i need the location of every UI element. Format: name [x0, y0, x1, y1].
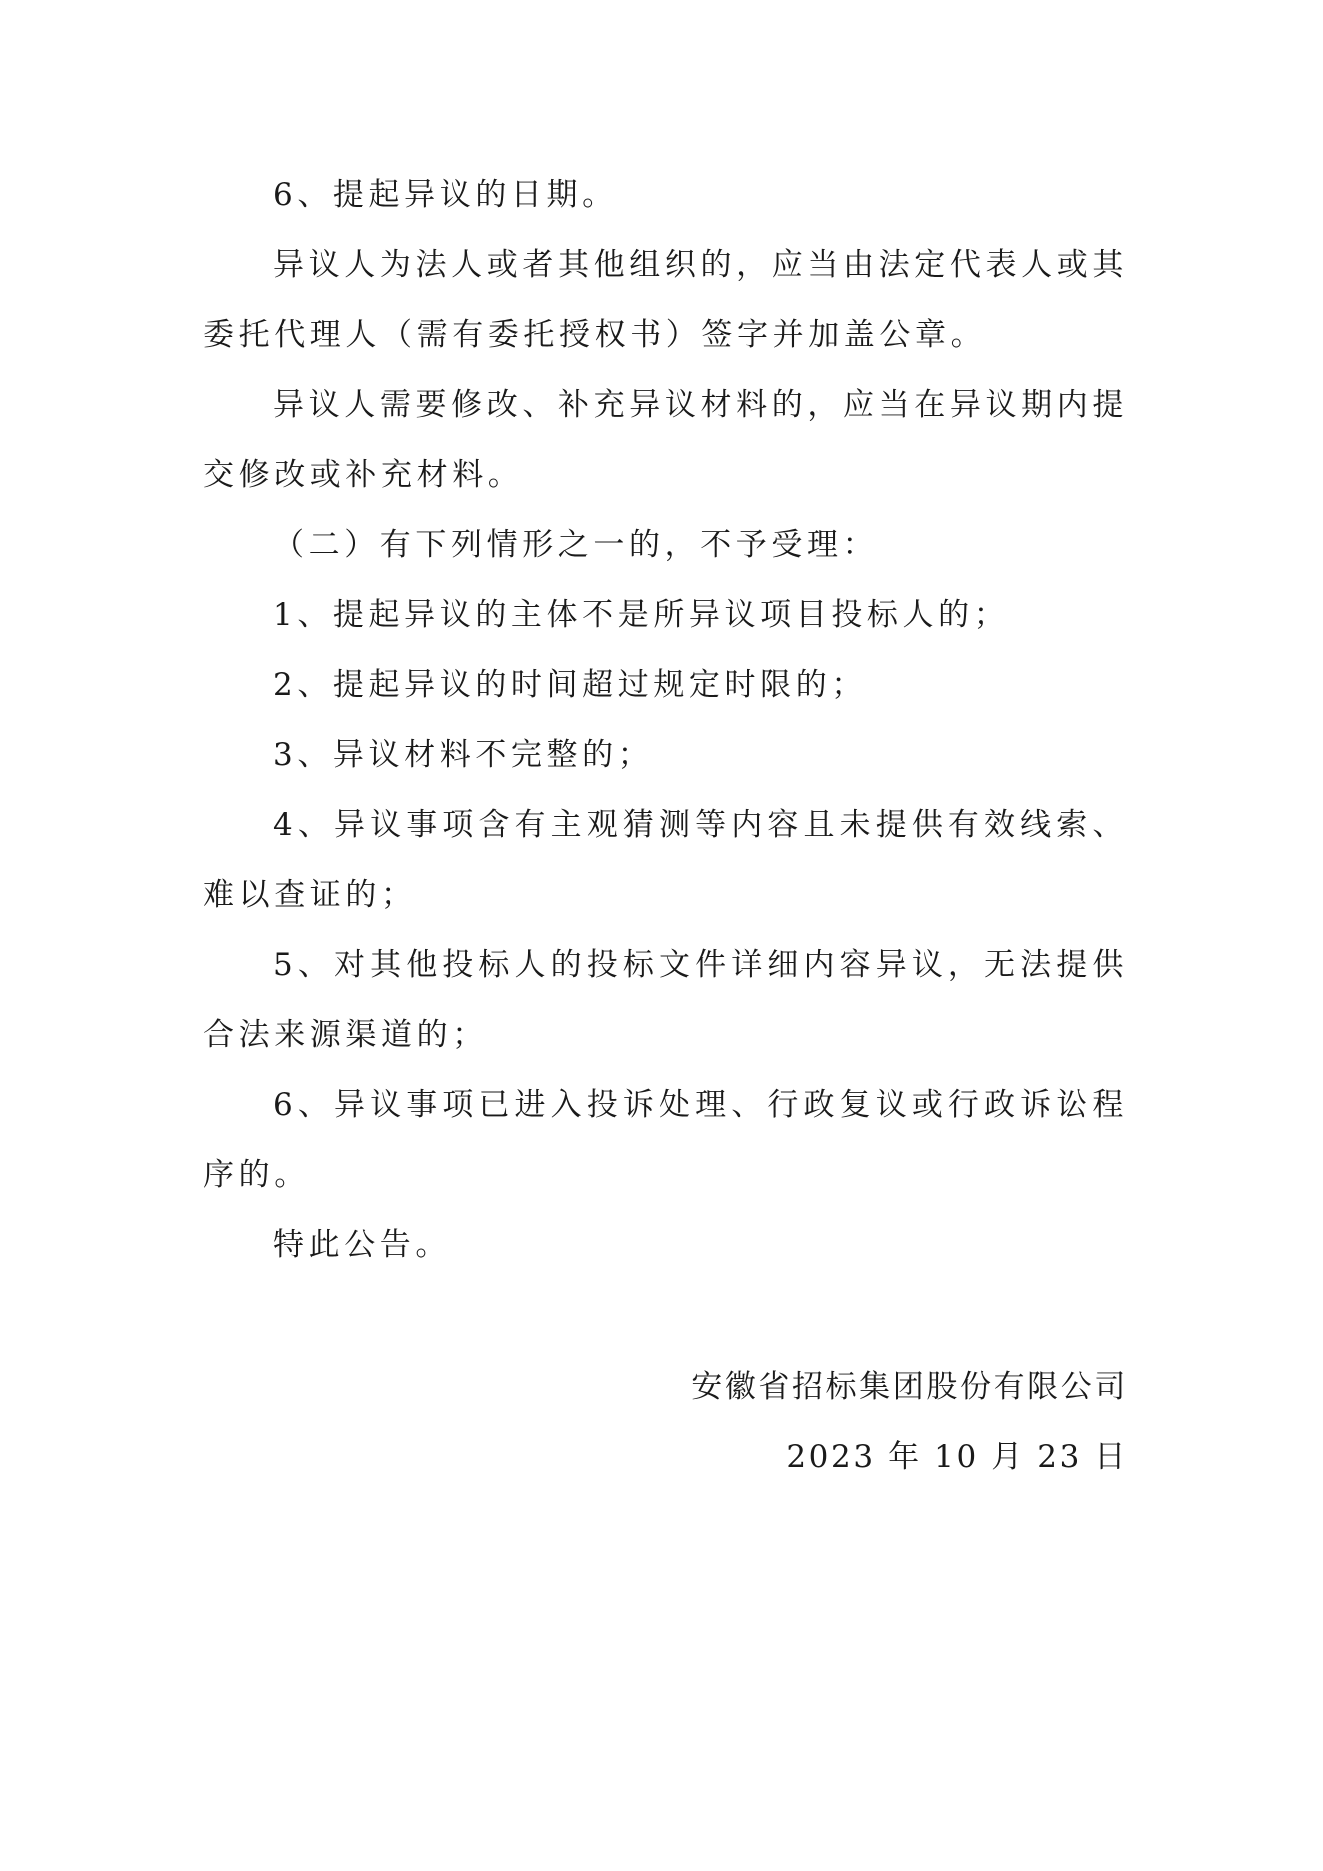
list-item-6: 6、异议事项已进入投诉处理、行政复议或行政诉讼程序的。: [203, 1087, 1128, 1193]
paragraph-section-not-accepted: （二）有下列情形之一的，不予受理：: [273, 527, 879, 563]
paragraph-announcement-closing: 特此公告。: [273, 1227, 451, 1263]
signature-organization: 安徽省招标集团股份有限公司: [691, 1369, 1128, 1405]
list-item-4: 4、异议事项含有主观猜测等内容且未提供有效线索、难以查证的；: [203, 807, 1128, 913]
signature-block: [691, 1352, 1128, 1492]
paragraph-objection-date: 6、提起异议的日期。: [273, 177, 618, 213]
list-item-1: 1、提起异议的主体不是所异议项目投标人的；: [273, 597, 1010, 633]
list-item-2: 2、提起异议的时间超过规定时限的；: [273, 667, 867, 703]
document-body: [203, 160, 1128, 1280]
signature-date: 2023 年 10 月 23 日: [786, 1439, 1128, 1475]
list-item-3: 3、异议材料不完整的；: [273, 737, 654, 773]
paragraph-legal-entity-signature: 异议人为法人或者其他组织的，应当由法定代表人或其委托代理人（需有委托授权书）签字并加盖公章。: [203, 247, 1128, 353]
list-item-5: 5、对其他投标人的投标文件详细内容异议，无法提供合法来源渠道的；: [203, 947, 1128, 1053]
paragraph-supplement-materials: 异议人需要修改、补充异议材料的，应当在异议期内提交修改或补充材料。: [203, 387, 1128, 493]
